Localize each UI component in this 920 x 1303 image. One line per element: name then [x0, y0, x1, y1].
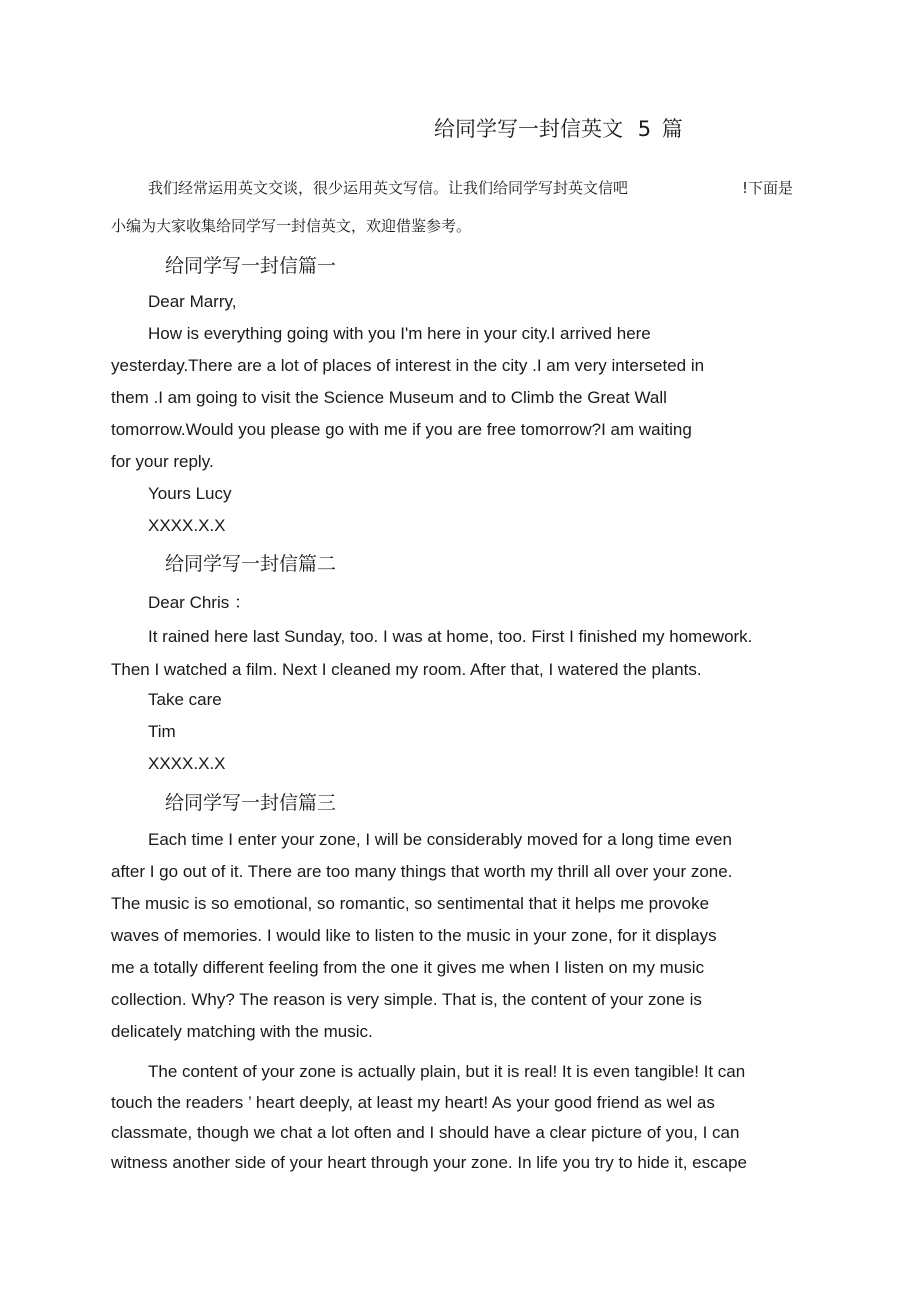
intro-line-1-tail: !下面是	[742, 179, 794, 197]
letter2-signature: Tim	[148, 722, 176, 741]
letter3-para1-line: collection. Why? The reason is very simple. That is, the content of your zone is	[111, 990, 702, 1009]
letter1-salutation: Dear Marry,	[148, 292, 237, 311]
intro-line-1: 我们经常运用英文交谈，很少运用英文写信。让我们给同学写封英文信吧	[148, 179, 629, 197]
section-heading-2: 给同学写一封信篇二	[165, 553, 337, 575]
letter2-body-line: It rained here last Sunday, too. I was at home, too. First I finished my homework.	[148, 627, 753, 646]
letter2-salutation: Dear Chris ：	[148, 593, 251, 612]
title-text: 给同学写一封信英文	[434, 117, 623, 141]
letter1-body-line: yesterday.There are a lot of places of interest in the city .I am very interseted in	[111, 356, 705, 375]
section-heading-1: 给同学写一封信篇一	[165, 255, 337, 277]
letter3-para2-line: The content of your zone is actually plain, but it is real! It is even tangible! It can	[148, 1062, 746, 1081]
title-suffix: 篇	[661, 117, 683, 141]
letter2-date: XXXX.X.X	[148, 754, 226, 773]
letter1-body-line: How is everything going with you I'm here in your city.I arrived here	[148, 324, 651, 343]
letter1-body-line: for your reply.	[111, 452, 214, 471]
section-heading-3: 给同学写一封信篇三	[165, 792, 337, 814]
letter3-para2-line: witness another side of your heart through your zone. In life you try to hide it, escape	[111, 1153, 747, 1172]
letter2-closing: Take care	[148, 690, 222, 709]
letter3-para1-line: Each time I enter your zone, I will be considerably moved for a long time even	[148, 830, 732, 849]
letter3-para1-line: after I go out of it. There are too many things that worth my thrill all over your zone.	[111, 862, 733, 881]
letter1-body-line: tomorrow.Would you please go with me if you are free tomorrow?I am waiting	[111, 420, 692, 439]
title-number: 5	[637, 117, 652, 141]
intro-line-2: 小编为大家收集给同学写一封信英文，欢迎借鉴参考。	[111, 217, 472, 235]
letter1-body-line: them .I am going to visit the Science Museum and to Climb the Great Wall	[111, 388, 667, 407]
letter3-para2-line: classmate, though we chat a lot often and I should have a clear picture of you, I can	[111, 1123, 740, 1142]
letter1-date: XXXX.X.X	[148, 516, 226, 535]
letter2-body-line: Then I watched a film. Next I cleaned my room. After that, I watered the plants.	[111, 660, 702, 679]
document-title	[434, 116, 683, 142]
letter3-para2-line: touch the readers ’ heart deeply, at least my heart! As your good friend as wel as	[111, 1093, 715, 1112]
letter3-para1-line: me a totally different feeling from the one it gives me when I listen on my music	[111, 958, 705, 977]
letter3-para1-line: waves of memories. I would like to listen to the music in your zone, for it displays	[111, 926, 717, 945]
letter3-para1-line: delicately matching with the music.	[111, 1022, 373, 1041]
letter3-para1-line: The music is so emotional, so romantic, so sentimental that it helps me provoke	[111, 894, 710, 913]
letter1-closing: Yours Lucy	[148, 484, 232, 503]
